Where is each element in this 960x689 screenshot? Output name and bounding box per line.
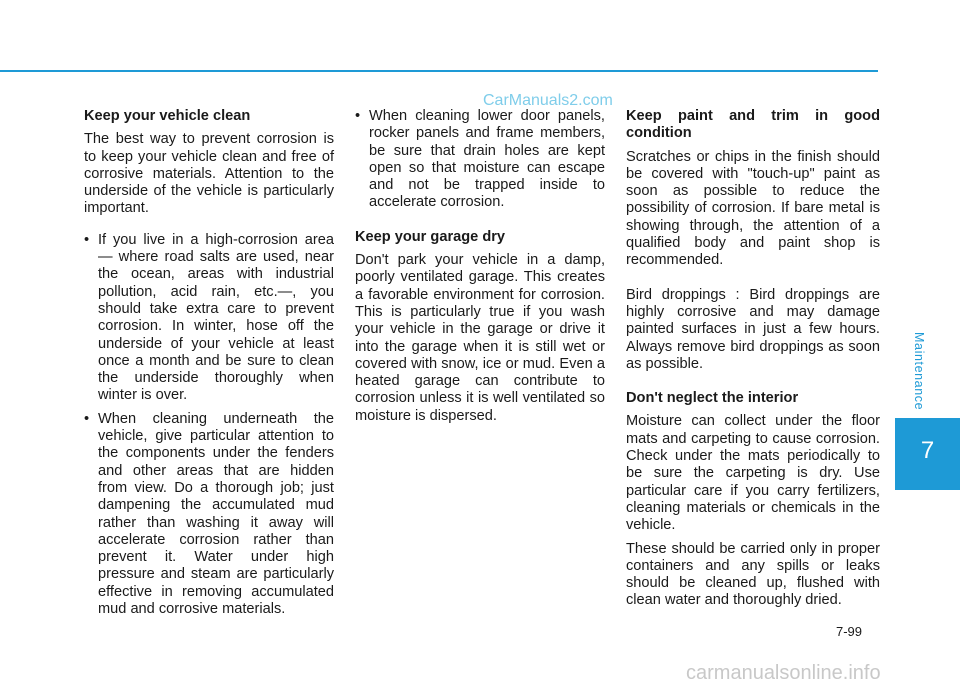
bullet-list: [355, 108, 605, 212]
paragraph: These should be carried only in proper containers and any spills or leaks should be cleaned up, flushed with clean water and thoroughly dried.: [626, 540, 880, 609]
page-number: 7-99: [836, 624, 863, 639]
paragraph: Don't park your vehicle in a damp, poorly ventilated garage. This creates a favorable environment for corrosion. This is particularly true if you wash your vehicle in the garage or drive it into the garage when it is still wet or covered with snow, ice or mud. Even a heated garage can contribute to corrosion unless it is well ventilated so moisture is dispersed.: [355, 252, 605, 424]
heading-garage-dry: Keep your garage dry: [355, 228, 506, 245]
paragraph: Moisture can collect under the floor mats and carpeting to cause corrosion. Check under the mats periodically to be sure the carpeting is dry. Use particular care if you carry fertilizers, cleaning materials or chemicals in the vehicle.: [626, 413, 880, 534]
bullet-icon: •: [355, 108, 361, 124]
chapter-number: 7: [920, 437, 935, 464]
list-item: • If you live in a high-corrosion area — where road salts are used, near the ocean, areas with industrial pollution, acid rain, etc.—, you should take extra care to prevent corrosion. In winter, hose off the underside of your vehicle at least once a month and be sure to clean the underside thoroughly when winter is over.: [84, 231, 334, 404]
heading-interior: Don't neglect the interior: [626, 390, 799, 407]
list-item: • When cleaning lower door panels, rocker panels and frame members, be sure that drain holes are kept open so that moisture can escape and not be trapped inside to accelerate corrosion.: [355, 108, 605, 211]
column-3: [626, 108, 880, 610]
paragraph: The best way to prevent corrosion is to keep your vehicle clean and free of corrosive materials. Attention to the underside of the vehicle is particularly important.: [84, 131, 334, 217]
heading-keep-clean: Keep your vehicle clean: [84, 108, 251, 124]
paragraph: Scratches or chips in the finish should be covered with "touch-up" paint as soon as possible to reduce the possibility of corrosion. If bare metal is showing through, the attention of a qualified body and paint shop is recommended.: [626, 148, 880, 269]
bullet-list: [84, 232, 334, 619]
paragraph: Bird droppings : Bird droppings are highly corrosive and may damage painted surfaces in just a few hours. Always remove bird droppings as soon as possible.: [626, 286, 880, 372]
column-1: [84, 108, 334, 618]
list-item: • When cleaning underneath the vehicle, give particular attention to the components under the fenders and other areas that are hidden from view. Do a thorough job; just dampening the accumulated mud rather than washing it away will accelerate corrosion rather than prevent it. Water under high pressure and steam are particularly effective in removing accumulated mud and corrosive materials.: [84, 410, 334, 618]
heading-paint-trim: Keep paint and trim in good condition: [626, 108, 880, 142]
watermark-top: CarManuals2.com: [483, 92, 613, 109]
section-label: Maintenance: [912, 332, 926, 411]
header-rule: [0, 70, 878, 72]
bullet-icon: •: [84, 231, 90, 248]
watermark-bottom: carmanualsonline.info: [686, 662, 881, 684]
bullet-icon: •: [84, 410, 90, 427]
chapter-tab: [895, 418, 960, 490]
column-2: [355, 108, 605, 425]
